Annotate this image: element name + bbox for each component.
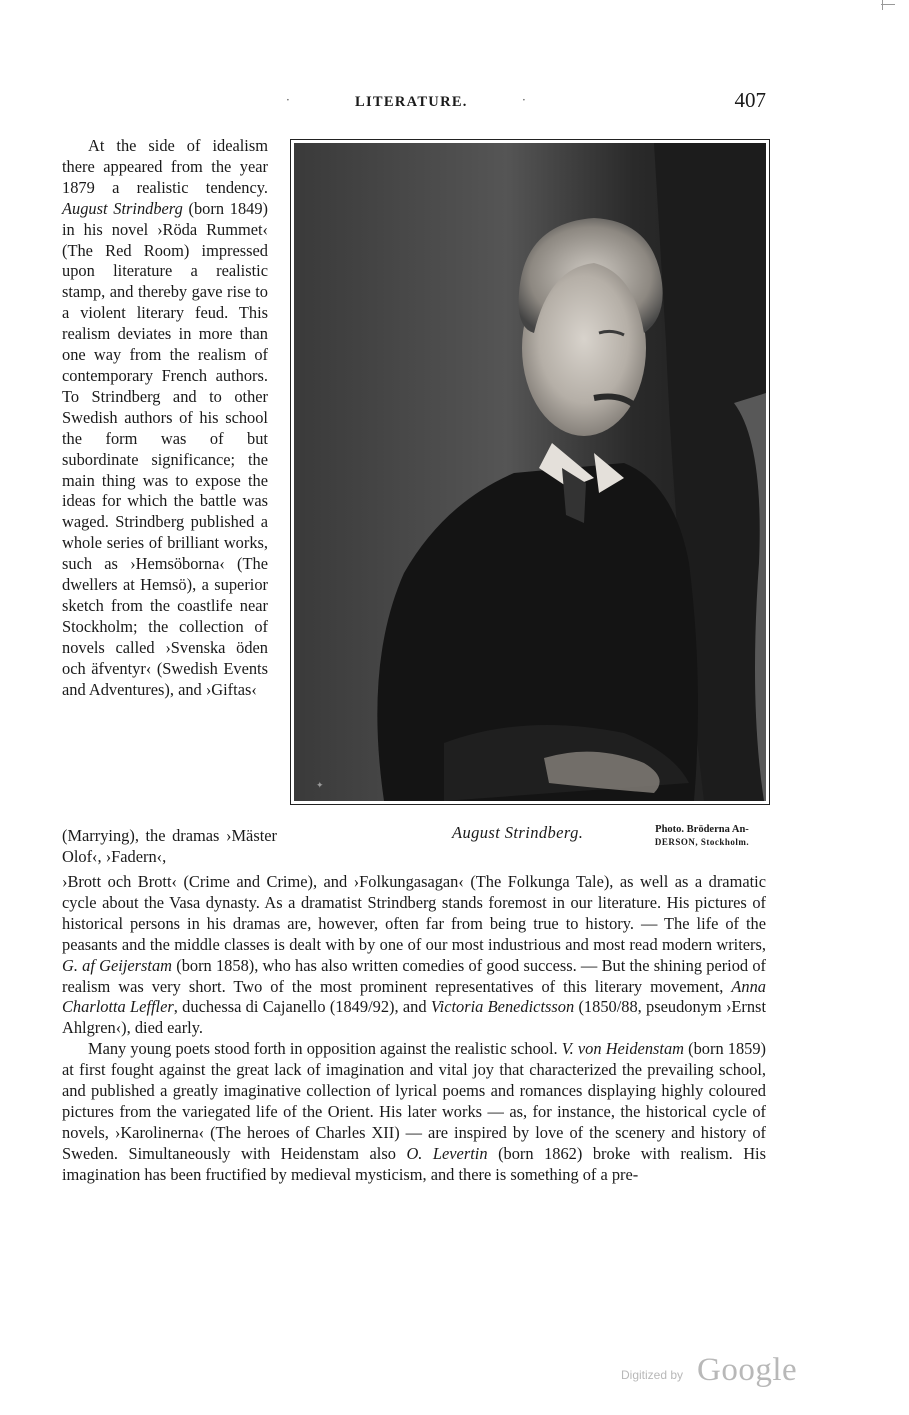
text-run: (born 1859) at first fought against the great lack of imagination and vital joy that characterized the prevailing school, and published a greatly imaginative collection of lyrical poems and romances displaying highly coloured pictures from the variegated life of the Orient. His later works — as, for instance, the historical cycle of novels, ›Karolinerna‹ (The heroes of Charles XII) — are inspired by love of the scenery and history of Sweden. Simultaneously with Heidenstam also <box>62 1039 767 1163</box>
text-run: (born 1858), who has also written comedies of good success. — But the shining period of realism was very short. Two of the most prominent representatives of this literary movement, <box>62 955 767 996</box>
running-head <box>60 88 766 116</box>
narrow-text-column <box>62 136 268 700</box>
header-dot: · <box>522 93 526 107</box>
strindberg-portrait <box>294 143 766 801</box>
page-title: LITERATURE. <box>355 94 468 110</box>
paragraph-strindberg-continued <box>62 872 766 1039</box>
portrait-photo-frame <box>290 139 770 805</box>
text-run: ›Brott och Brott‹ (Crime and Crime), and ›Folkungasagan‹ (The Folkunga Tale), as well as a dramatic cycle about the Vasa dynasty. As a dramatist Strindberg stands foremost in our literature. His pictures of historical persons in his dramas are, however, often far from being true to history. — The life of the peasants and the middle classes is dealt with by one of our most industrious and most read modern writers, <box>62 872 766 954</box>
heidenstam-name: V. von Heidenstam <box>561 1039 684 1059</box>
photo-mark: ✦ <box>316 781 324 791</box>
paragraph-young-poets <box>62 1039 766 1185</box>
photo-credit-line2: DERSON, Stockholm. <box>654 837 750 847</box>
levertin-name: O. Levertin <box>406 1143 488 1163</box>
text-run: , duchessa di Cajanello (1849/92), and <box>173 997 427 1017</box>
photo-credit <box>632 824 772 848</box>
photo-caption: August Strindberg. <box>452 823 584 842</box>
page-number: 407 <box>734 88 766 112</box>
text-run: Many young poets stood forth in opposition against the realistic school. <box>88 1039 558 1059</box>
paragraph-strindberg-intro: At the side of idealism there appeared from the year 1879 a realistic tendency. August Strindberg (born 1849) in his novel ›Röda Rummet‹ (The Red Room) impressed upon literature a realistic stamp, and thereby gave rise to a violent literary feud. This realism deviates in more than one way from the realism of contemporary French authors. To Strindberg and to other Swedish authors of his school the form was of but subordinate significance; the main thing was to expose the ideas for which the battle was waged. Strindberg published a whole series of brilliant works, such as ›Hemsöborna‹ (The dwellers at Hemsö), a superior sketch from the coastlife near Stockholm; the collection of novels called ›Svenska öden och äfventyr‹ (Swedish Events and Adventures), and ›Giftas‹ <box>62 136 268 699</box>
benedictsson-name: Victoria Benedictsson <box>430 997 575 1017</box>
scan-edge-mark <box>881 4 895 5</box>
text-run: (born 1862) broke with realism. His imagination has been fructified by medieval mysticism, and there is something of a pre- <box>62 1143 766 1184</box>
strindberg-name: August Strindberg <box>62 198 183 218</box>
watermark-prefix: Digitized by <box>621 1368 684 1382</box>
photo-credit-line1: Photo. Bröderna An- <box>655 824 749 835</box>
header-dot: · <box>286 93 290 107</box>
wide-text-column <box>62 872 766 1186</box>
google-logo: Google <box>697 1352 798 1388</box>
geijerstam-name: G. af Geijerstam <box>62 955 172 975</box>
leffler-name: Anna Charlotta Leffler <box>62 976 766 1017</box>
portrait-illustration <box>294 143 766 801</box>
text-run: (1850/88, pseudonym ›Ernst Ahlgren‹), died early. <box>62 997 766 1038</box>
narrow-text-tail: (Marrying), the dramas ›Mäster Olof‹, ›Fadern‹, <box>62 826 277 866</box>
scan-edge-mark <box>882 0 883 10</box>
